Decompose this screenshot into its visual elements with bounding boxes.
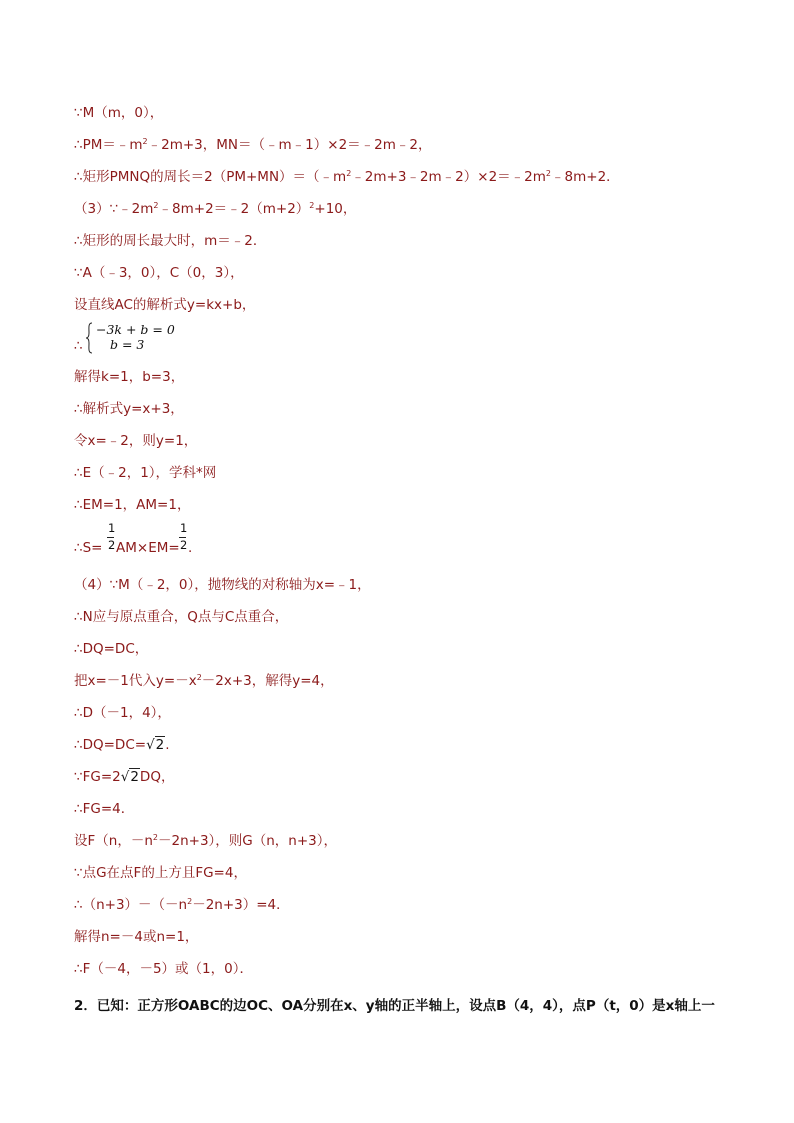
fraction-denominator: 2 [108, 538, 116, 552]
line-g-above: ∵点G在点F的上方且FG=4， [74, 865, 247, 881]
equation-2: b = 3 [110, 337, 145, 352]
line-point-f: ∴F（－4，－5）或（1，0）． [74, 961, 253, 977]
fraction-numerator: 1 [108, 521, 116, 535]
line-max-perimeter: ∴矩形的周长最大时，m＝﹣2． [74, 233, 267, 249]
line-fg-value: ∴FG=4． [74, 801, 135, 817]
line-area: ∴S= 1 2 AM×EM= 1 2 . [74, 521, 193, 556]
sqrt-symbol: √2 [146, 737, 165, 753]
therefore-symbol: ∴ [74, 338, 83, 354]
line-let-x: 令x=﹣2，则y=1， [74, 433, 198, 449]
line-expression: ∴解析式y=x+3， [74, 401, 184, 417]
line-em-am: ∴EM=1，AM=1， [74, 497, 191, 513]
line-solve-kb: 解得k=1，b=3， [74, 369, 185, 385]
fraction-denominator: 2 [180, 538, 188, 552]
equation-1: −3k + b = 0 [96, 322, 175, 337]
line-substitute: 把x=－1代入$y=-x^2-2x+3$，解得y=4， [74, 673, 334, 689]
line-point-e: ∴E（﹣2，1），学科*网 [74, 465, 217, 481]
line-perimeter: ∴矩形PMNQ的周长$=2(PM+MN)=(﹣m^2﹣2m+3﹣2m﹣2)\times 2=﹣2m^2﹣8m+2$． [74, 169, 620, 185]
fraction-numerator: 1 [180, 521, 188, 535]
line-point-d: ∴D（－1，4）， [74, 705, 171, 721]
line-part3: $(3)\because﹣2m^2﹣8m+2=﹣2(m+2)^2+10$， [74, 201, 357, 217]
line-m-coord: ∵M（m，0）， [74, 105, 164, 121]
sqrt-symbol: √2 [120, 769, 139, 785]
line-part4: （4）∵M（﹣2，0），抛物线的对称轴为x=﹣1， [74, 577, 371, 593]
line-dq-dc: ∴DQ=DC， [74, 641, 149, 657]
line-solve-n: 解得n=－4或n=1， [74, 929, 199, 945]
line-n-origin: ∴N应与原点重合，Q点与C点重合， [74, 609, 289, 625]
line-pm-mn: $\therefore PM=﹣m^2﹣2m+3$，MN＝（﹣m﹣1）×2＝﹣2m﹣2， [74, 137, 432, 153]
line-equation: $\therefore(n+3)-(-n^2-2n+3)=4$． [74, 897, 290, 913]
line-points-ac: ∵A（﹣3，0），C（0，3）， [74, 265, 244, 281]
line-fg: ∵FG=2√2DQ， [74, 769, 175, 785]
line-set-ac: 设直线AC的解析式y=kx+b， [74, 297, 256, 313]
line-set-f: 设F（n，$-n^2-2n+3$），则G（n，n+3）， [74, 833, 338, 849]
brace-icon [85, 322, 93, 354]
line-dq-sqrt: ∴DQ=DC=√2. [74, 737, 170, 753]
question-2-heading: 2．已知：正方形OABC的边OC、OA分别在x、y轴的正半轴上，设点B（4，4），点P（t，0）是x轴上一 [74, 998, 715, 1014]
